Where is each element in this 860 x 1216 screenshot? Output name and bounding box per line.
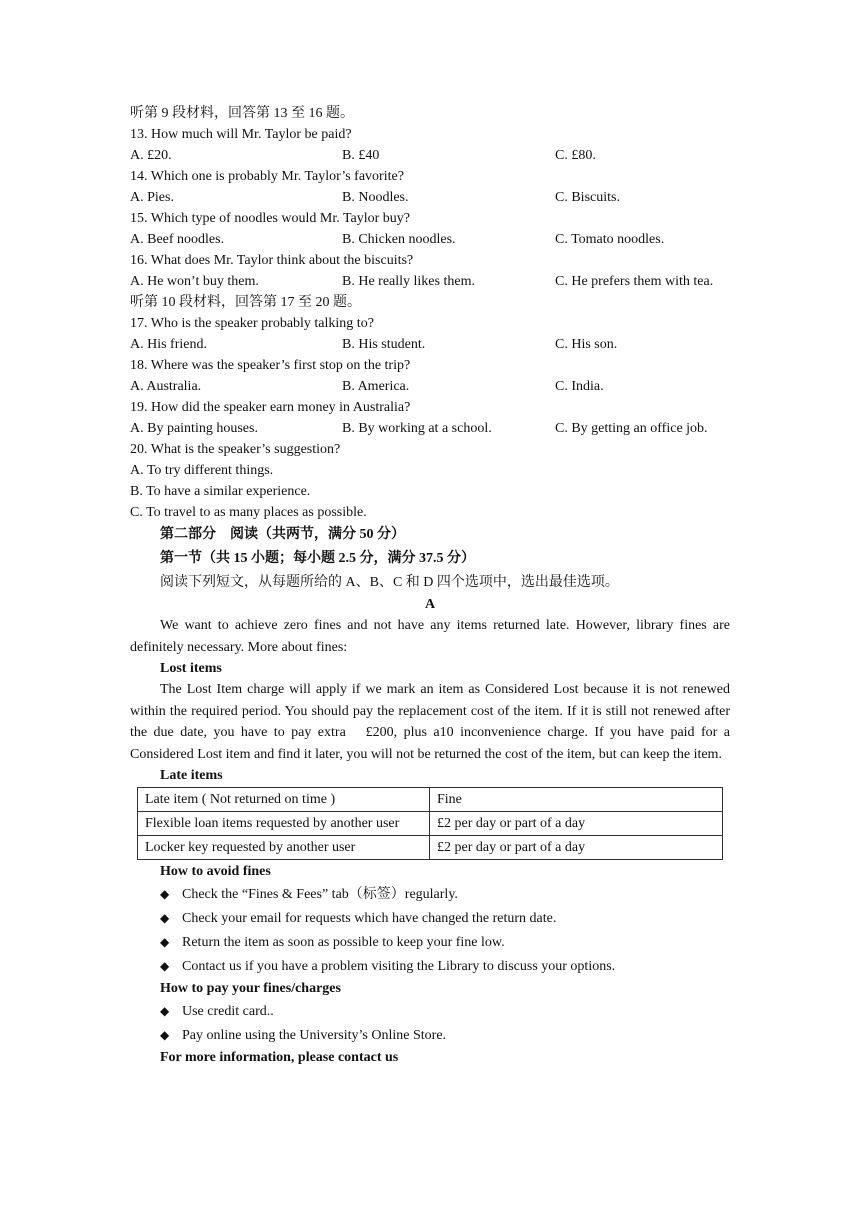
options-19	[130, 418, 730, 439]
table-row	[138, 812, 723, 836]
section-9-intro: 听第 9 段材料，回答第 13 至 16 题。	[130, 106, 354, 121]
option-c: C. His son.	[555, 337, 618, 352]
lost-items-text: The Lost Item charge will apply if we mark an item as Considered Lost because it is not renewed within the required period. You should pay the replacement cost of the item. If it is still not renewed after the due date, you have to pay extra £200, plus a10 inconvenience charge. If you have paid for a Considered Lost item and find it later, you will not be returned the cost of the item, but can keep the item.	[130, 682, 730, 762]
exam-page	[130, 103, 730, 1068]
options-15	[130, 229, 730, 250]
list-item: ◆ Check your email for requests which have changed the return date.	[130, 906, 730, 930]
table-header-cell: Late item ( Not returned on time )	[138, 788, 430, 812]
section-10-intro: 听第 10 段材料，回答第 17 至 20 题。	[130, 295, 361, 310]
passage-label: A	[424, 597, 436, 612]
option-a: A. Australia.	[130, 379, 202, 394]
question-19: 19. How did the speaker earn money in Australia?	[130, 400, 411, 415]
fines-table	[137, 787, 723, 860]
avoid-fines-list	[130, 882, 730, 978]
diamond-bullet-icon: ◆	[160, 959, 170, 973]
diamond-bullet-icon: ◆	[160, 911, 170, 925]
question-20: 20. What is the speaker’s suggestion?	[130, 442, 341, 457]
option-c: C. Tomato noodles.	[555, 232, 665, 247]
question-16: 16. What does Mr. Taylor think about the biscuits?	[130, 253, 414, 268]
option-c: C. India.	[555, 379, 604, 394]
options-18	[130, 376, 730, 397]
part-2-title: 第二部分 阅读（共两节，满分 50 分）	[160, 527, 405, 542]
table-cell: Flexible loan items requested by another user	[138, 812, 430, 836]
option-b: B. Noodles.	[342, 190, 409, 205]
list-item: ◆ Return the item as soon as possible to keep your fine low.	[130, 930, 730, 954]
avoid-fines-heading: How to avoid fines	[160, 864, 271, 879]
section-10-questions	[130, 313, 730, 523]
option-b: B. His student.	[342, 337, 426, 352]
passage-intro: We want to achieve zero fines and not have any items returned late. However, library fines are definitely necessary. More about fines:	[130, 618, 730, 655]
table-header-cell: Fine	[430, 788, 723, 812]
option-b: B. America.	[342, 379, 410, 394]
option-b: B. He really likes them.	[342, 274, 475, 289]
diamond-bullet-icon: ◆	[160, 887, 170, 901]
table-row	[138, 836, 723, 860]
options-14	[130, 187, 730, 208]
list-item: ◆ Contact us if you have a problem visiting the Library to discuss your options.	[130, 954, 730, 978]
option-a: A. Beef noodles.	[130, 232, 225, 247]
contact-line: For more information, please contact us	[160, 1050, 399, 1065]
question-15: 15. Which type of noodles would Mr. Taylor buy?	[130, 211, 411, 226]
option-a: A. Pies.	[130, 190, 174, 205]
option-a: A. He won’t buy them.	[130, 274, 259, 289]
question-14: 14. Which one is probably Mr. Taylor’s favorite?	[130, 169, 404, 184]
list-item: ◆ Check the “Fines & Fees” tab（标签）regularly.	[130, 882, 730, 906]
question-18: 18. Where was the speaker’s first stop on the trip?	[130, 358, 411, 373]
option-b: B. £40	[342, 148, 380, 163]
option-c: C. He prefers them with tea.	[555, 274, 714, 289]
table-cell: Locker key requested by another user	[138, 836, 430, 860]
question-13: 13. How much will Mr. Taylor be paid?	[130, 127, 352, 142]
question-17: 17. Who is the speaker probably talking to?	[130, 316, 374, 331]
table-header-row	[138, 788, 723, 812]
pay-fines-heading: How to pay your fines/charges	[160, 981, 341, 996]
options-16	[130, 271, 730, 292]
list-item: ◆ Use credit card..	[130, 999, 730, 1023]
table-cell: £2 per day or part of a day	[430, 836, 723, 860]
options-13	[130, 145, 730, 166]
options-17	[130, 334, 730, 355]
option-c: C. By getting an office job.	[555, 421, 708, 436]
option-a: A. By painting houses.	[130, 421, 258, 436]
option-c: C. £80.	[555, 148, 596, 163]
option-b: B. Chicken noodles.	[342, 232, 456, 247]
option-c: C. To travel to as many places as possible.	[130, 505, 367, 520]
option-c: C. Biscuits.	[555, 190, 620, 205]
diamond-bullet-icon: ◆	[160, 1004, 170, 1018]
option-a: A. His friend.	[130, 337, 207, 352]
option-b: B. To have a similar experience.	[130, 484, 311, 499]
table-cell: £2 per day or part of a day	[430, 812, 723, 836]
section-9-questions	[130, 124, 730, 292]
pay-fines-list	[130, 999, 730, 1047]
section-1-title: 第一节（共 15 小题；每小题 2.5 分，满分 37.5 分）	[160, 551, 475, 566]
fines-table-wrapper	[130, 787, 730, 860]
reading-instruction: 阅读下列短文，从每题所给的 A、B、C 和 D 四个选项中，选出最佳选项。	[160, 575, 619, 590]
diamond-bullet-icon: ◆	[160, 935, 170, 949]
lost-items-heading: Lost items	[160, 661, 222, 676]
diamond-bullet-icon: ◆	[160, 1028, 170, 1042]
option-a: A. To try different things.	[130, 463, 274, 478]
late-items-heading: Late items	[160, 768, 223, 783]
option-b: B. By working at a school.	[342, 421, 492, 436]
list-item: ◆ Pay online using the University’s Online Store.	[130, 1023, 730, 1047]
option-a: A. £20.	[130, 148, 172, 163]
